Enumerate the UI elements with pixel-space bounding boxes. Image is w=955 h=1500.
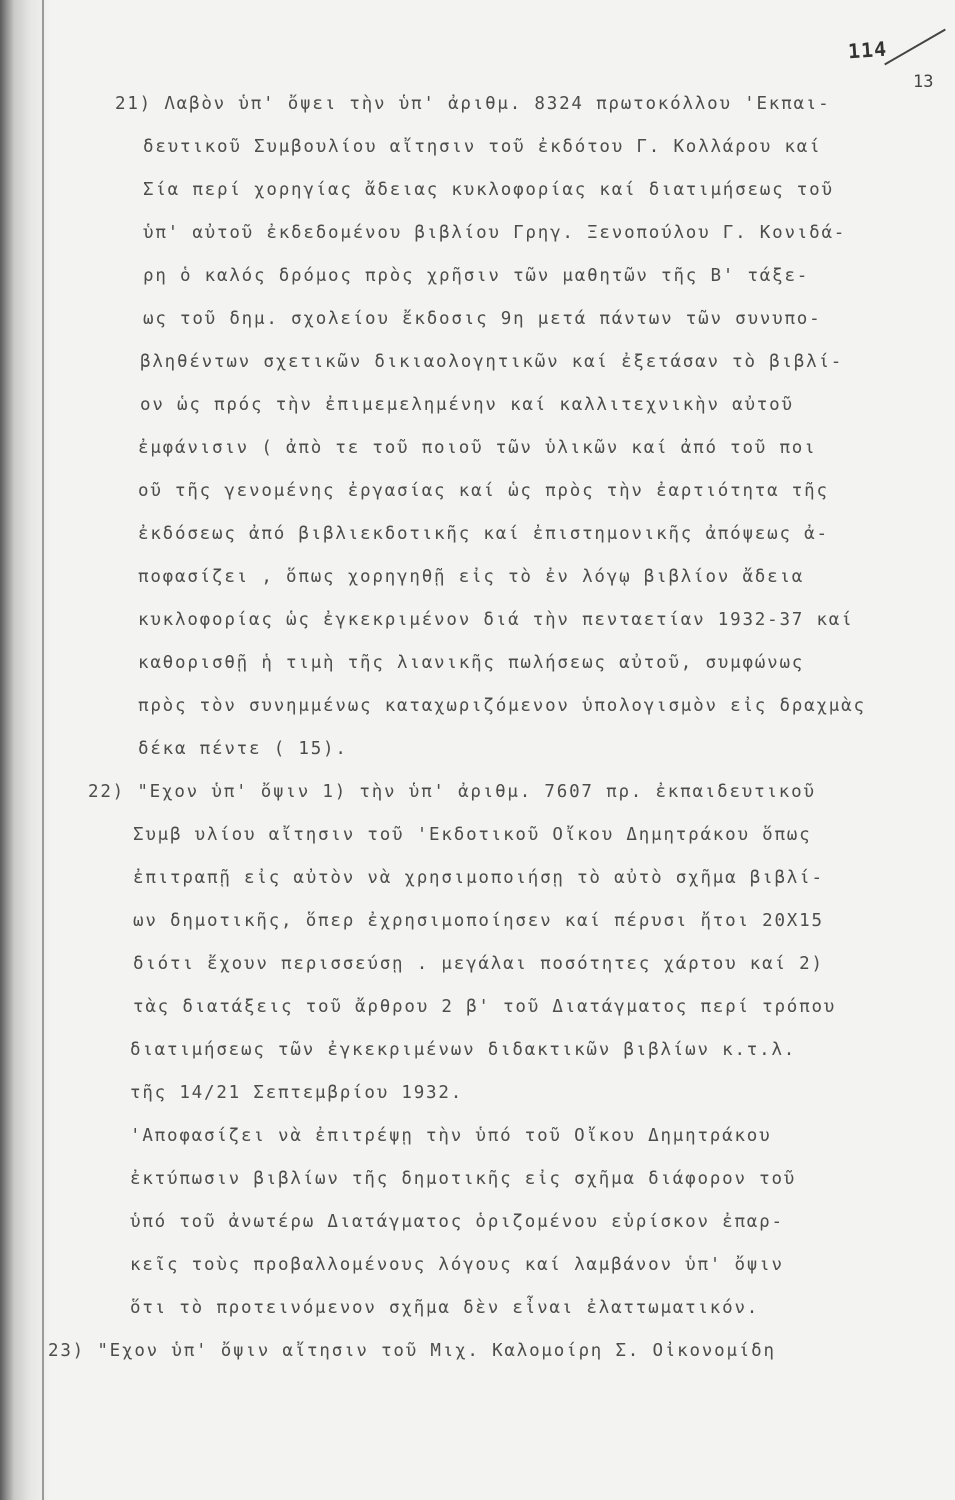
text-line: κεῖς τοὺς προβαλλομένους λόγους καί λαμβάνον ὑπ' ὄψιν: [130, 1255, 784, 1275]
text-line: 23) "Εχον ὑπ' ὄψιν αἴτησιν τοῦ Μιχ. Καλομοίρη Σ. Οἰκονομίδη: [48, 1341, 776, 1361]
text-line: ον ὡς πρός τὴν ἐπιμεμελημένην καί καλλιτεχνικὴν αὐτοῦ: [140, 395, 794, 415]
text-line: οῦ τῆς γενομένης ἐργασίας καί ὡς πρὸς τὴν ἐαρτιότητα τῆς: [138, 481, 829, 501]
text-line: διατιμήσεως τῶν ἐγκεκριμένων διδακτικῶν βιβλίων κ.τ.λ.: [130, 1040, 797, 1060]
text-line: βληθέντων σχετικῶν δικιαολογητικῶν καί ἐξετάσαν τὸ βιβλί-: [140, 352, 844, 372]
text-line: κυκλοφορίας ὡς ἐγκεκριμένον διά τὴν πενταετίαν 1932-37 καί: [138, 610, 854, 630]
stamp-underline: [884, 29, 946, 66]
text-line: καθορισθῇ ἡ τιμὴ τῆς λιανικῆς πωλήσεως αὐτοῦ, συμφώνως: [138, 653, 805, 673]
text-line: 22) "Εχον ὑπ' ὄψιν 1) τὴν ὑπ' ἀριθμ. 7607 πρ. ἐκπαιδευτικοῦ: [88, 782, 816, 802]
text-line: 'Αποφασίζει νὰ ἐπιτρέψῃ τὴν ὑπό τοῦ Οἴκου Δημητράκου: [130, 1126, 772, 1146]
text-line: τὰς διατάξεις τοῦ ἄρθρου 2 β' τοῦ Διατάγματος περί τρόπου: [133, 997, 837, 1017]
text-line: δέκα πέντε ( 15).: [138, 739, 348, 759]
text-line: τῆς 14/21 Σεπτεμβρίου 1932.: [130, 1083, 464, 1103]
page-edge-line: [42, 0, 44, 1500]
text-line: ἐκδόσεως ἀπό βιβλιεκδοτικῆς καί ἐπιστημονικῆς ἀπόψεως ἀ-: [138, 524, 829, 544]
page-number: 13: [913, 72, 934, 92]
text-line: πρὸς τὸν συνημμένως καταχωριζόμενον ὑπολογισμὸν εἰς δραχμὰς: [138, 696, 866, 716]
text-line: ρη ὁ καλός δρόμος πρὸς χρῆσιν τῶν μαθητῶν τῆς Β' τάξε-: [143, 266, 810, 286]
text-line: ὅτι τὸ προτεινόμενον σχῆμα δὲν εἶναι ἐλαττωματικόν.: [130, 1298, 760, 1318]
text-line: ὑπό τοῦ ἀνωτέρω Διατάγματος ὁριζομένου εὑρίσκον ἐπαρ-: [130, 1212, 784, 1232]
text-line: δευτικοῦ Συμβουλίου αἴτησιν τοῦ ἐκδότου Γ. Κολλάρου καί: [143, 137, 822, 157]
text-line: ων δημοτικῆς, ὅπερ ἐχρησιμοποίησεν καί πέρυσι ἤτοι 20Χ15: [133, 911, 824, 931]
text-line: ἐπιτραπῇ εἰς αὐτὸν νὰ χρησιμοποιήσῃ τὸ αὐτὸ σχῆμα βιβλί-: [133, 868, 824, 888]
text-line: Σία περί χορηγίας ἄδειας κυκλοφορίας καί διατιμήσεως τοῦ: [143, 180, 834, 200]
text-line: ποφασίζει , ὅπως χορηγηθῇ εἰς τὸ ἐν λόγῳ βιβλίον ἄδεια: [138, 567, 805, 587]
text-line: Συμβ υλίου αἴτησιν τοῦ 'Εκδοτικοῦ Οἴκου Δημητράκου ὅπως: [133, 825, 812, 845]
text-line: ἐκτύπωσιν βιβλίων τῆς δημοτικῆς εἰς σχῆμα διάφορον τοῦ: [130, 1169, 797, 1189]
archive-stamp-number: 114: [847, 36, 888, 64]
text-line: ὑπ' αὐτοῦ ἐκδεδομένου βιβλίου Γρηγ. Ξενοπούλου Γ. Κονιδά-: [143, 223, 847, 243]
text-line: ἐμφάνισιν ( ἀπὸ τε τοῦ ποιοῦ τῶν ὑλικῶν καί ἀπό τοῦ ποι: [138, 438, 817, 458]
text-line: ως τοῦ δημ. σχολείου ἔκδοσις 9η μετά πάντων τῶν συνυπο-: [143, 309, 822, 329]
text-line: διότι ἔχουν περισσεύσῃ . μεγάλαι ποσότητες χάρτου καί 2): [133, 954, 824, 974]
text-line: 21) Λαβὸν ὑπ' ὄψει τὴν ὑπ' ἀριθμ. 8324 πρωτοκόλλου 'Εκπαι-: [115, 94, 831, 114]
